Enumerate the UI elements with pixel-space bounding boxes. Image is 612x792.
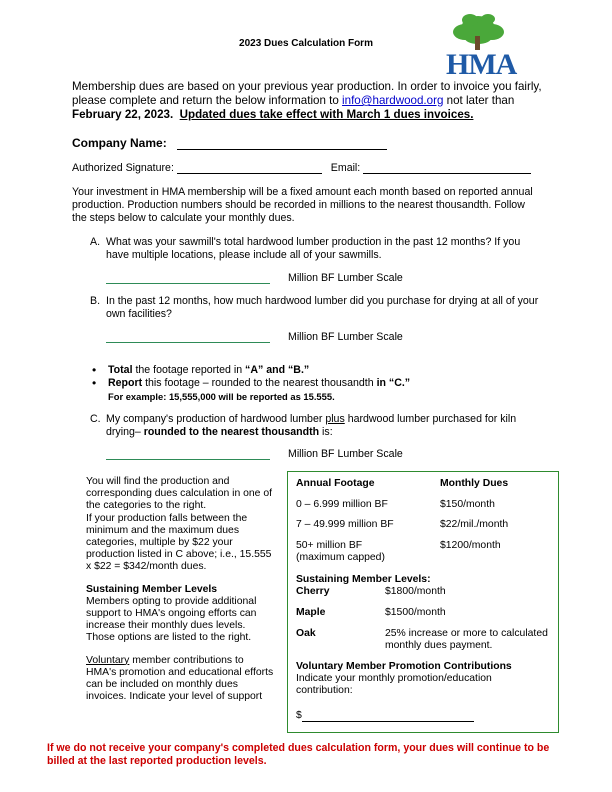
footage-row-2: 7 – 49.999 million BF — [296, 519, 394, 530]
level-maple-name: Maple — [296, 607, 326, 618]
answer-b-row — [106, 331, 403, 343]
dollar-sign: $ — [296, 710, 302, 721]
level-oak-name: Oak — [296, 628, 316, 639]
question-b-text: In the past 12 months, how much hardwood lumber did you purchase for drying at all of your own facilities? — [106, 295, 539, 320]
question-c-text: My company's production of hardwood lumber plus hardwood lumber purchased for kiln drying– rounded to the nearest thousandth is: — [106, 413, 517, 438]
signature-field[interactable] — [177, 163, 322, 174]
company-name-label: Company Name: — [72, 136, 167, 150]
left-column — [86, 476, 276, 713]
answer-a-row — [106, 272, 403, 284]
question-c — [90, 413, 545, 443]
intro-text-2: not later than — [443, 94, 515, 107]
left-sustain-heading: Sustaining Member Levels — [86, 583, 218, 595]
footage-row-3: 50+ million BF — [296, 540, 363, 551]
dues-row-3: $1200/month — [440, 540, 501, 551]
deadline: February 22, 2023. — [72, 108, 174, 121]
dues-row-1: $150/month — [440, 499, 495, 510]
answer-c-row — [106, 448, 403, 460]
voluntary-amount-field[interactable] — [302, 711, 474, 722]
email-field[interactable] — [363, 163, 531, 174]
voluntary-text: Indicate your monthly promotion/education contribution: — [296, 673, 492, 696]
answer-a-unit: Million BF Lumber Scale — [288, 272, 403, 284]
intro-text: Membership dues are based on your previous year production. In order to invoice you fairly, please complete and return the below information to — [72, 80, 542, 107]
question-a — [90, 236, 545, 266]
sustain-heading: Sustaining Member Levels: — [296, 574, 431, 585]
answer-c-field[interactable] — [106, 449, 270, 460]
level-cherry-value: $1800/month — [385, 586, 446, 597]
left-p2: If your production falls between the minimum and the maximum dues categories, multiple by $22 your production listed in C above; i.e., 15.555 x $22 = $342/month dues. — [86, 512, 272, 573]
left-p1: You will find the production and corresponding dues calculation in one of the categories to the right. — [86, 476, 273, 512]
question-a-text: What was your sawmill's total hardwood lumber production in the past 12 months? If you have multiple locations, please include all of your sawmills. — [106, 236, 521, 261]
hma-logo — [438, 10, 518, 81]
logo-text: HMA — [446, 48, 517, 81]
investment-paragraph: Your investment in HMA membership will be a fixed amount each month based on reported annual production. Production numbers should be recorded in millions to the nearest thousandth. Follow the steps below to calculate your monthly dues. — [72, 186, 533, 224]
company-name-row — [72, 136, 387, 150]
answer-a-field[interactable] — [106, 273, 270, 284]
answer-c-unit: Million BF Lumber Scale — [288, 448, 403, 460]
answer-b-unit: Million BF Lumber Scale — [288, 331, 403, 343]
updated-notice: Updated dues take effect with March 1 dues invoices. — [179, 108, 474, 121]
company-name-field[interactable] — [177, 137, 387, 150]
left-voluntary: Voluntary member contributions to HMA's promotion and educational efforts can be included on monthly dues invoices. Indicate your level of support — [86, 654, 274, 703]
question-c-label: C. — [90, 413, 101, 425]
voluntary-heading: Voluntary Member Promotion Contributions — [296, 661, 512, 672]
intro-paragraph — [72, 80, 542, 122]
signature-label: Authorized Signature: — [72, 162, 174, 174]
page-title: 2023 Dues Calculation Form — [239, 38, 373, 49]
bullet-total: • Total the footage reported in “A” and “B.” — [92, 364, 512, 377]
question-a-label: A. — [90, 236, 101, 248]
footage-row-1: 0 – 6.999 million BF — [296, 499, 388, 510]
example-note: For example: 15,555,000 will be reported as 15.555. — [108, 391, 335, 402]
signature-row — [72, 162, 531, 174]
level-oak-value: 25% increase or more to calculated monthly dues payment. — [385, 628, 548, 651]
dues-table-box — [287, 471, 559, 733]
col-annual-footage: Annual Footage — [296, 478, 375, 489]
answer-b-field[interactable] — [106, 332, 270, 343]
instructions-list — [92, 364, 512, 403]
footage-row-3-note: (maximum capped) — [296, 552, 385, 563]
email-label: Email: — [330, 162, 361, 174]
level-cherry-name: Cherry — [296, 586, 330, 597]
level-maple-value: $1500/month — [385, 607, 446, 618]
bullet-report: • Report this footage – rounded to the nearest thousandth in “C.” — [92, 377, 512, 390]
question-b-label: B. — [90, 295, 101, 307]
question-b — [90, 295, 545, 325]
footer-warning: If we do not receive your company's completed dues calculation form, your dues will continue to be billed at the last reported production levels. — [47, 742, 550, 767]
email-link[interactable]: info@hardwood.org — [342, 94, 444, 107]
dues-row-2: $22/mil./month — [440, 519, 509, 530]
col-monthly-dues: Monthly Dues — [440, 478, 509, 489]
voluntary-amount-row — [296, 710, 474, 722]
left-sustain-text: Members opting to provide additional support to HMA's ongoing efforts can increase their monthly dues levels. Those options are listed to the right. — [86, 595, 257, 644]
